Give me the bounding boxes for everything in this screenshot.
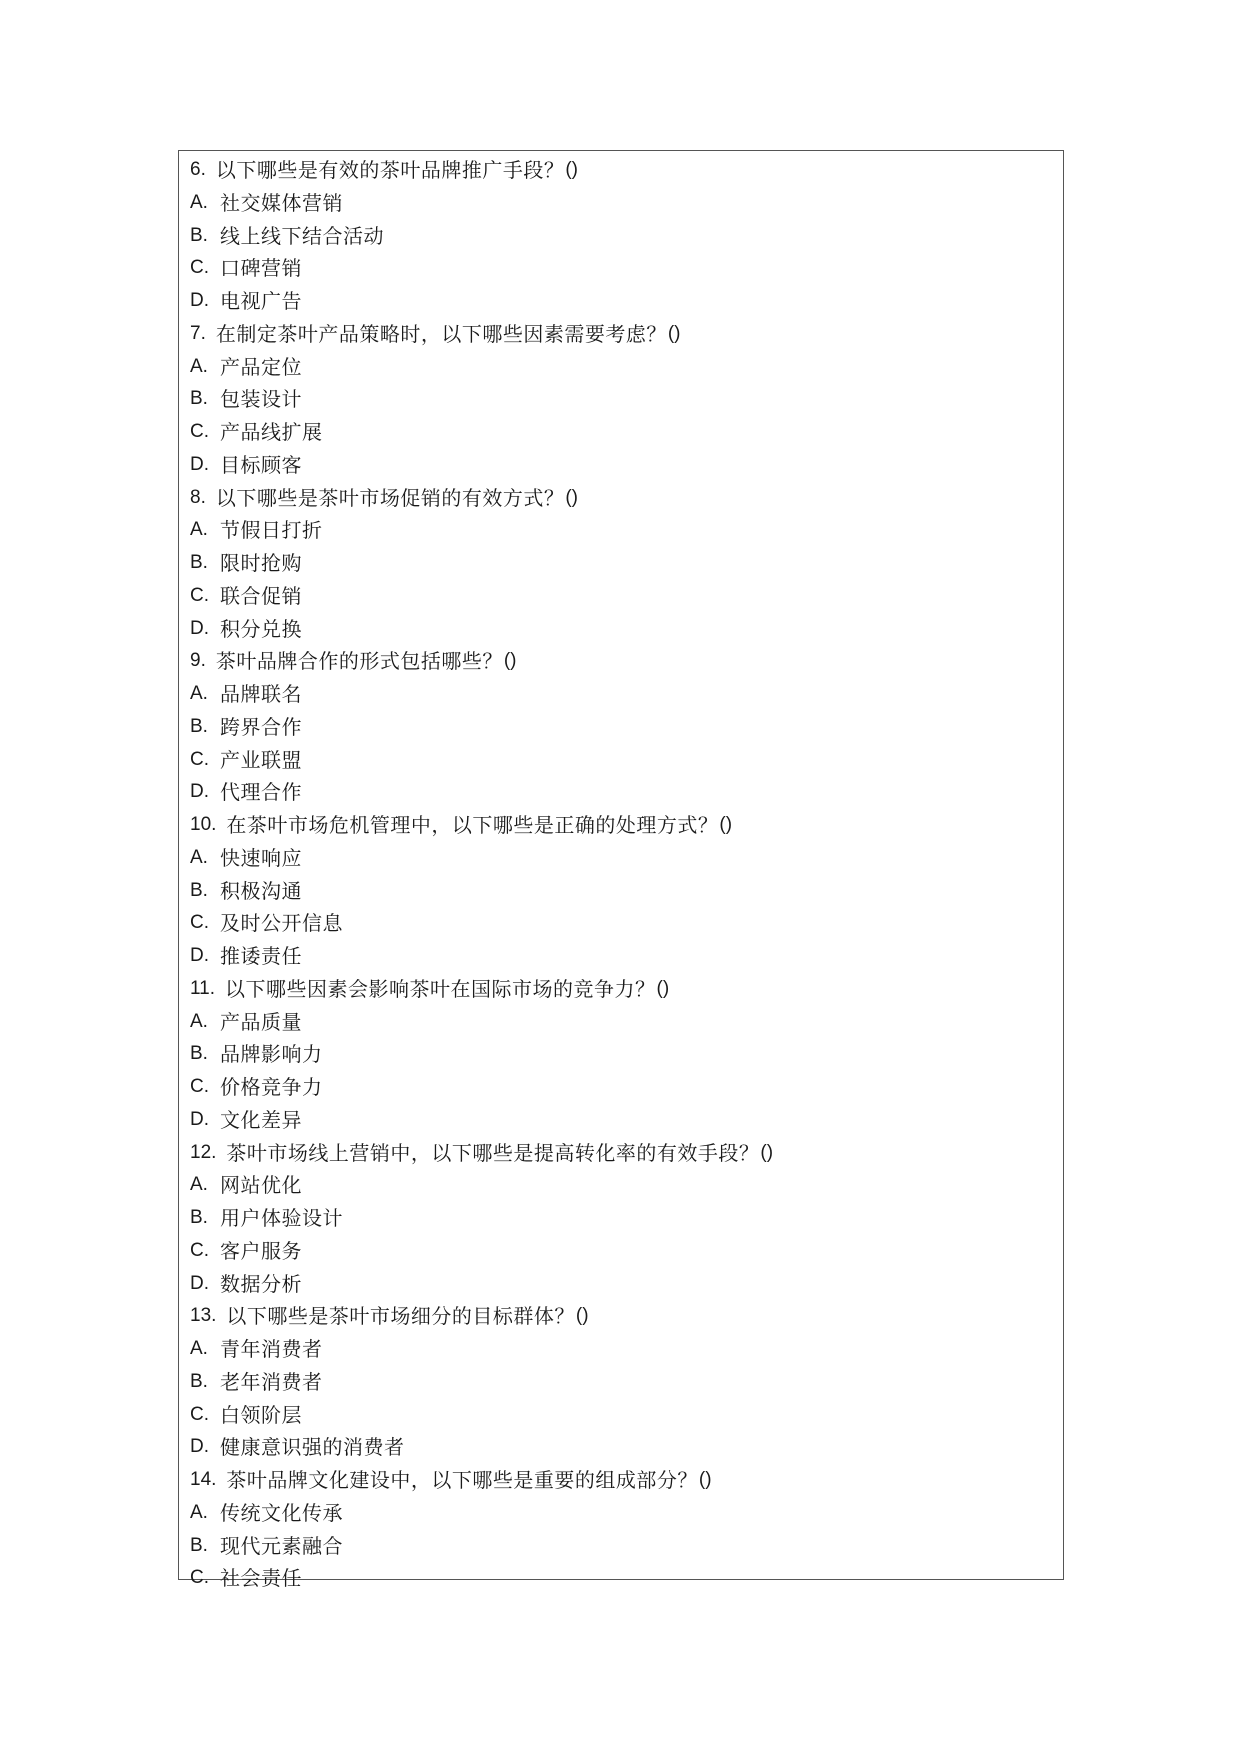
answer-blank: () (760, 1141, 774, 1163)
question-number: 9. (190, 650, 206, 672)
option-4-1 (190, 875, 1063, 908)
option-letter: A. (190, 1501, 208, 1523)
question-0 (190, 154, 1063, 187)
option-5-3 (190, 1104, 1063, 1137)
option-letter: B. (190, 388, 208, 410)
option-letter: C. (190, 584, 209, 606)
option-6-2 (190, 1235, 1063, 1268)
option-text: 积极沟通 (220, 878, 302, 903)
question-text: 茶叶市场线上营销中，以下哪些是提高转化率的有效手段？ (226, 1140, 760, 1165)
option-letter: D. (190, 945, 209, 966)
option-text: 跨界合作 (220, 714, 302, 739)
option-text: 限时抢购 (220, 551, 302, 575)
option-3-0 (190, 678, 1063, 711)
option-text: 价格竞争力 (220, 1075, 323, 1099)
option-7-3 (190, 1431, 1063, 1464)
option-5-2 (190, 1071, 1063, 1104)
option-letter: B. (190, 715, 208, 737)
option-text: 联合促销 (220, 583, 302, 608)
option-2-2 (190, 580, 1063, 613)
answer-blank: () (719, 814, 733, 835)
question-number: 6. (190, 159, 206, 180)
option-text: 用户体验设计 (220, 1206, 343, 1230)
option-text: 推诿责任 (220, 944, 302, 968)
option-text: 传统文化传承 (220, 1500, 343, 1525)
question-number: 7. (190, 322, 206, 344)
option-8-0 (190, 1497, 1063, 1530)
option-2-1 (190, 547, 1063, 580)
option-letter: B. (190, 224, 208, 246)
question-text: 在茶叶市场危机管理中，以下哪些是正确的处理方式？ (226, 813, 719, 837)
option-text: 产品定位 (220, 354, 302, 379)
option-4-0 (190, 842, 1063, 875)
question-2 (190, 482, 1063, 515)
option-text: 白领阶层 (220, 1402, 302, 1427)
option-text: 口碑营销 (220, 256, 302, 281)
option-0-0 (190, 187, 1063, 220)
answer-blank: () (565, 486, 579, 508)
option-text: 社交媒体营销 (220, 190, 343, 215)
option-letter: C. (190, 257, 209, 279)
question-text: 在制定茶叶产品策略时，以下哪些因素需要考虑？ (215, 321, 667, 346)
option-letter: B. (190, 879, 208, 901)
question-box (178, 150, 1064, 1591)
option-2-0 (190, 514, 1063, 547)
option-letter: A. (190, 355, 208, 377)
question-text: 茶叶品牌文化建设中，以下哪些是重要的组成部分？ (226, 1468, 698, 1492)
option-text: 客户服务 (220, 1238, 302, 1263)
answer-blank: () (698, 1469, 712, 1490)
answer-blank: () (667, 322, 681, 344)
answer-blank: () (575, 1305, 589, 1327)
question-1 (190, 318, 1063, 351)
option-text: 代理合作 (220, 780, 302, 805)
option-text: 社会责任 (220, 1566, 302, 1591)
question-text: 以下哪些因素会影响茶叶在国际市场的竞争力？ (225, 976, 656, 1001)
option-2-3 (190, 613, 1063, 646)
option-7-1 (190, 1366, 1063, 1399)
option-letter: D. (190, 1272, 209, 1294)
option-4-2 (190, 907, 1063, 940)
question-6 (190, 1137, 1063, 1170)
option-letter: A. (190, 1338, 208, 1359)
answer-blank: () (656, 977, 670, 999)
option-1-3 (190, 449, 1063, 482)
option-letter: C. (190, 1567, 209, 1589)
question-text: 以下哪些是茶叶市场促销的有效方式？ (215, 485, 565, 510)
option-letter: C. (190, 1403, 209, 1425)
question-text: 茶叶品牌合作的形式包括哪些？ (215, 649, 503, 674)
option-text: 产业联盟 (220, 747, 302, 772)
option-0-3 (190, 285, 1063, 318)
option-letter: D. (190, 453, 209, 475)
option-text: 快速响应 (220, 845, 302, 870)
option-0-2 (190, 252, 1063, 285)
option-letter: D. (190, 781, 209, 803)
option-1-0 (190, 351, 1063, 384)
option-letter: B. (190, 1534, 208, 1556)
option-1-2 (190, 416, 1063, 449)
question-number: 10. (190, 814, 217, 835)
option-letter: D. (190, 617, 209, 639)
option-text: 节假日打折 (220, 518, 323, 543)
option-3-3 (190, 776, 1063, 809)
question-3 (190, 645, 1063, 678)
option-letter: B. (190, 1370, 208, 1392)
option-text: 积分兑换 (220, 616, 302, 641)
question-number: 11. (190, 977, 216, 999)
option-text: 健康意识强的消费者 (220, 1435, 405, 1460)
question-8 (190, 1464, 1063, 1497)
option-text: 品牌影响力 (220, 1042, 323, 1067)
option-letter: C. (190, 1239, 209, 1261)
option-text: 文化差异 (220, 1107, 302, 1132)
question-4 (190, 809, 1063, 842)
option-text: 网站优化 (220, 1173, 302, 1198)
option-letter: C. (190, 1076, 209, 1097)
answer-blank: () (565, 159, 579, 180)
option-letter: C. (190, 421, 209, 442)
option-letter: A. (190, 191, 208, 213)
question-text: 以下哪些是茶叶市场细分的目标群体？ (226, 1304, 575, 1329)
option-letter: A. (190, 1010, 208, 1032)
option-7-0 (190, 1333, 1063, 1366)
option-letter: A. (190, 1174, 208, 1196)
option-text: 数据分析 (220, 1271, 302, 1296)
option-text: 目标顾客 (220, 452, 302, 477)
option-text: 线上线下结合活动 (220, 223, 384, 248)
option-text: 电视广告 (220, 289, 302, 313)
option-text: 产品线扩展 (220, 420, 323, 444)
option-0-1 (190, 220, 1063, 253)
option-1-1 (190, 383, 1063, 416)
option-text: 青年消费者 (220, 1337, 323, 1361)
question-number: 13. (190, 1305, 217, 1327)
option-text: 及时公开信息 (220, 911, 343, 936)
option-letter: B. (190, 1043, 208, 1065)
option-7-2 (190, 1399, 1063, 1432)
question-text: 以下哪些是有效的茶叶品牌推广手段？ (215, 158, 565, 182)
option-6-0 (190, 1169, 1063, 1202)
option-text: 产品质量 (220, 1009, 302, 1034)
option-letter: A. (190, 519, 208, 541)
option-letter: A. (190, 683, 208, 704)
option-5-1 (190, 1038, 1063, 1071)
option-letter: B. (190, 552, 208, 573)
option-3-1 (190, 711, 1063, 744)
option-3-2 (190, 744, 1063, 777)
question-number: 14. (190, 1469, 217, 1490)
question-number: 12. (190, 1141, 217, 1163)
option-letter: A. (190, 846, 208, 868)
option-text: 现代元素融合 (220, 1533, 343, 1558)
option-letter: B. (190, 1207, 208, 1228)
option-text: 包装设计 (220, 387, 302, 412)
option-4-3 (190, 940, 1063, 973)
option-letter: C. (190, 748, 209, 770)
option-8-2 (190, 1562, 1063, 1595)
answer-blank: () (503, 650, 517, 672)
question-7 (190, 1300, 1063, 1333)
option-5-0 (190, 1006, 1063, 1039)
option-letter: C. (190, 912, 209, 934)
question-5 (190, 973, 1063, 1006)
option-6-3 (190, 1268, 1063, 1301)
option-letter: D. (190, 1108, 209, 1130)
option-text: 老年消费者 (220, 1369, 323, 1394)
option-text: 品牌联名 (220, 682, 302, 706)
option-8-1 (190, 1530, 1063, 1563)
question-number: 8. (190, 486, 206, 508)
option-letter: D. (190, 1436, 209, 1458)
option-letter: D. (190, 290, 209, 311)
option-6-1 (190, 1202, 1063, 1235)
